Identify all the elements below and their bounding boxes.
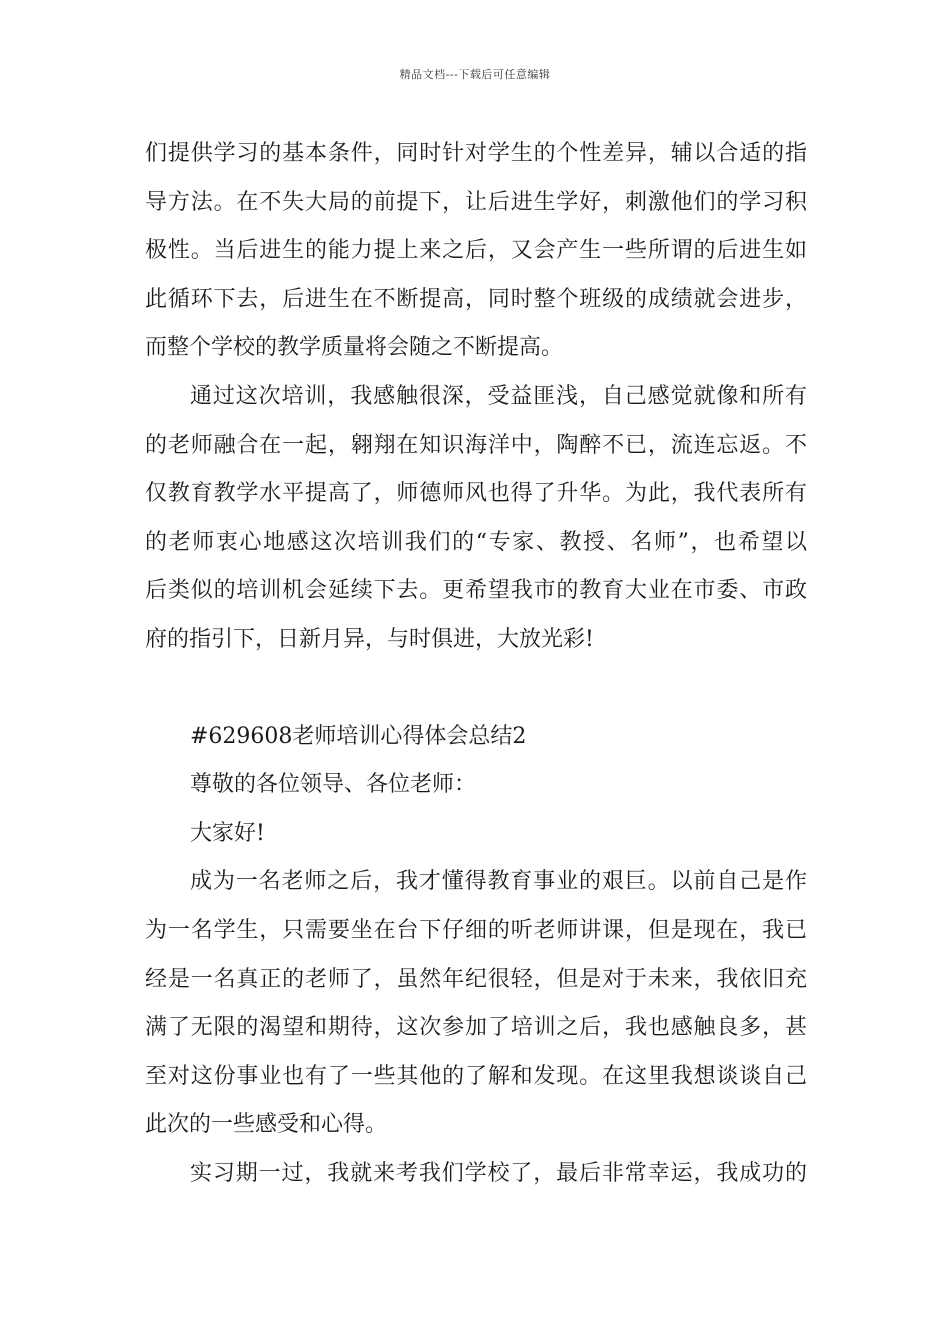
text-line: 后类似的培训机会延续下去。更希望我市的教育大业在市委、市政	[145, 578, 807, 604]
text-line: 的老师衷心地感这次培训我们的“专家、教授、名师”，也希望以	[145, 529, 807, 555]
text-line: 们提供学习的基本条件，同时针对学生的个性差异，辅以合适的指	[145, 141, 807, 166]
greeting: 大家好!	[190, 820, 265, 846]
text-line: 至对这份事业也有了一些其他的了解和发现。在这里我想谈谈自己	[145, 1063, 807, 1089]
text-line: 满了无限的渴望和期待，这次参加了培训之后，我也感触良多，甚	[145, 1015, 807, 1041]
text-line: 极性。当后进生的能力提上来之后，又会产生一些所谓的后进生如	[145, 238, 807, 264]
section-2	[145, 713, 807, 859]
paragraph-4	[145, 1150, 807, 1199]
text-line: 通过这次培训，我感触很深，受益匪浅，自己感觉就像和所有	[190, 383, 807, 409]
section-gap	[145, 665, 807, 713]
text-line: 此循环下去，后进生在不断提高，同时整个班级的成绩就会进步，	[145, 286, 807, 312]
text-line: 而整个学校的教学质量将会随之不断提高。	[145, 335, 564, 361]
section-title: #629608老师培训心得体会总结2	[190, 723, 527, 749]
salutation: 尊敬的各位领导、各位老师：	[190, 772, 477, 798]
text-line: 经是一名真正的老师了，虽然年纪很轻，但是对于未来，我依旧充	[145, 966, 807, 992]
paragraph-2	[145, 373, 807, 665]
text-line: 导方法。在不失大局的前提下，让后进生学好，刺激他们的学习积	[145, 189, 807, 215]
document-body	[145, 130, 807, 1198]
text-line: 成为一名老师之后，我才懂得教育事业的艰巨。以前自己是作	[190, 869, 807, 895]
text-line: 府的指引下，日新月异，与时俱进，大放光彩!	[145, 626, 594, 652]
text-line: 的老师融合在一起，翱翔在知识海洋中，陶醉不已，流连忘返。不	[145, 432, 807, 458]
text-line: 此次的一些感受和心得。	[145, 1112, 388, 1138]
paragraph-3	[145, 858, 807, 1150]
paragraph-1	[145, 130, 807, 373]
text-line: 仅教育教学水平提高了，师德师风也得了升华。为此，我代表所有	[145, 481, 807, 507]
text-line: 实习期一过，我就来考我们学校了，最后非常幸运，我成功的	[190, 1160, 807, 1186]
page-header: 精品文档---下载后可任意编辑	[399, 68, 551, 81]
text-line: 为一名学生，只需要坐在台下仔细的听老师讲课，但是现在，我已	[145, 917, 807, 943]
